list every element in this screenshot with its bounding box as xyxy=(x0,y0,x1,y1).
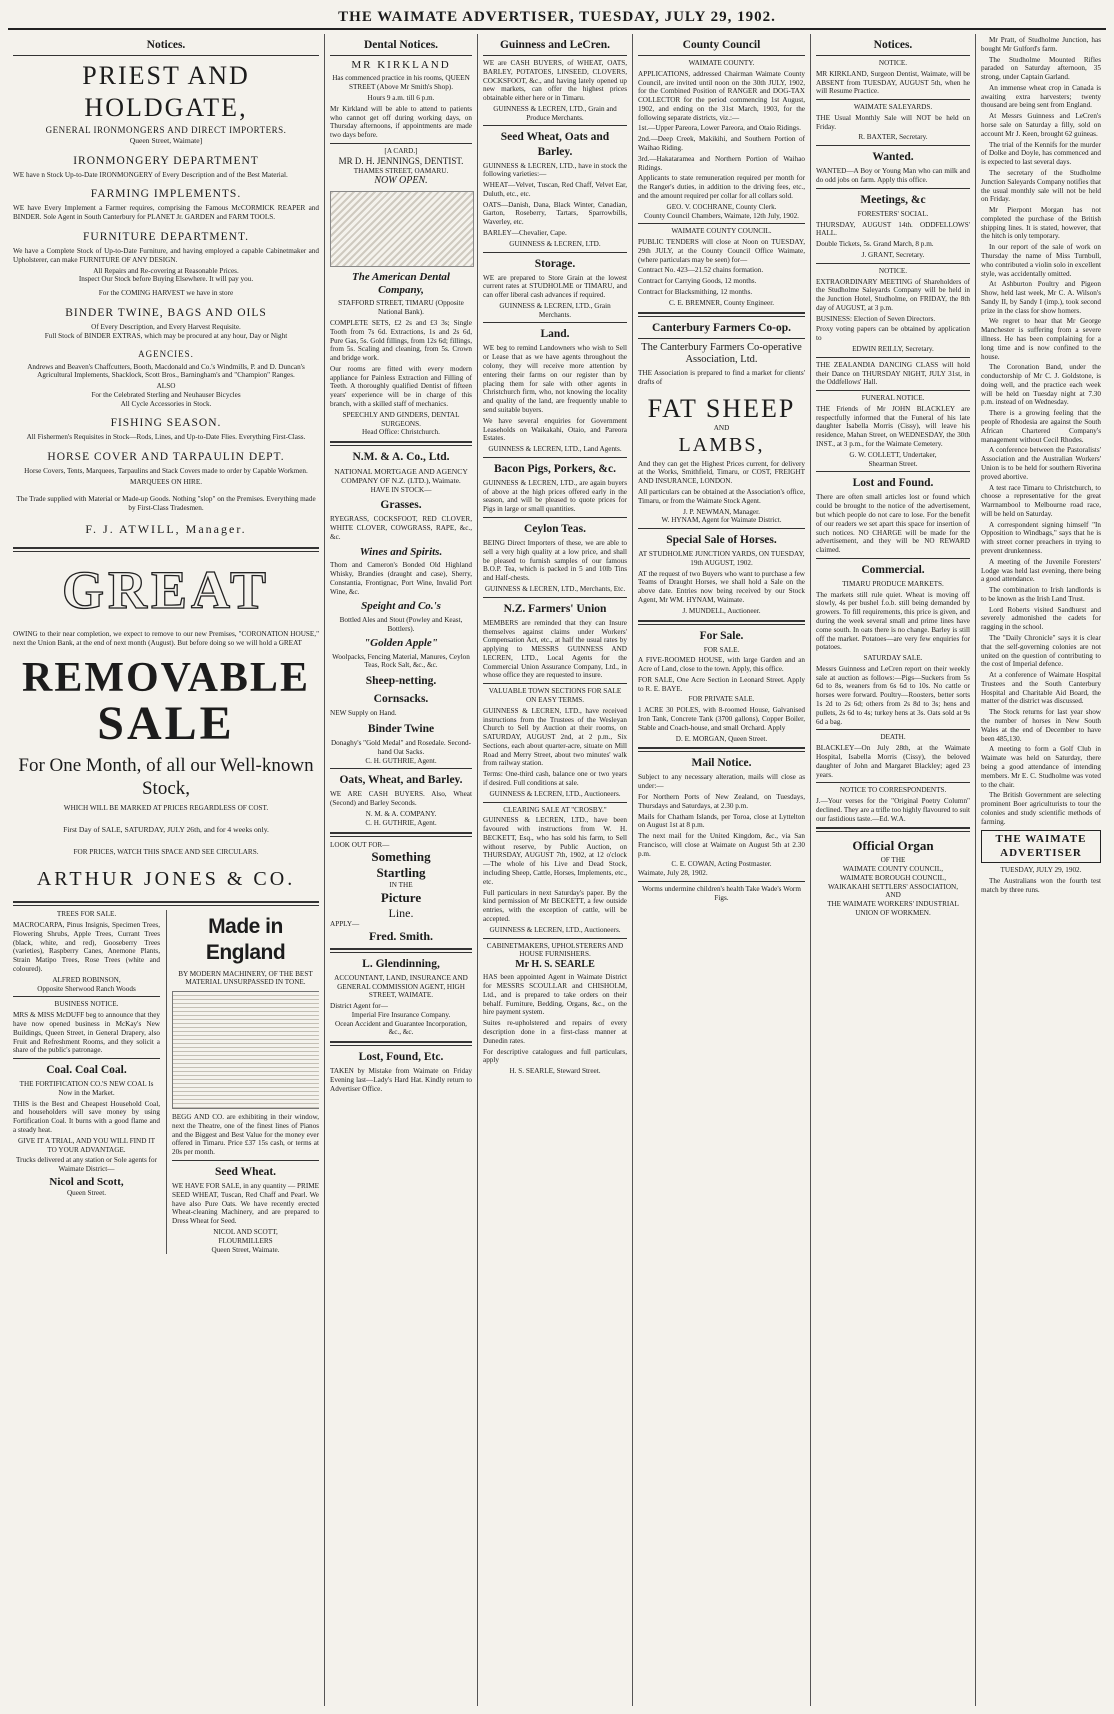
saleyards-text: THE Usual Monthly Sale will NOT be held on Friday. xyxy=(816,113,970,131)
cfc-text-3: All particulars can be obtained at the Association's office, Timaru, or from the Waimate Stock Agent. xyxy=(638,487,805,505)
saturday-sale-heading: SATURDAY SALE. xyxy=(863,654,923,663)
contract-2: Contract for Carrying Goods, 12 months. xyxy=(638,277,757,286)
fat-sheep-heading: FAT SHEEP xyxy=(647,393,796,423)
applications-text-2: Applicants to state remuneration required per month for the Ranger's duties, in addition to the driving fees, etc., and the amount required per collar for all collars sold. xyxy=(638,174,805,200)
funeral-heading: FUNERAL NOTICE. xyxy=(861,394,925,403)
morgan-signature: D. E. MORGAN, Queen Street. xyxy=(675,734,768,743)
firm-name: PRIEST AND HOLDGATE, xyxy=(82,61,250,122)
agencies-text: Andrews and Beaven's Chaffcutters, Booth, Macdonald and Co.'s Windmills, P. and D. Duncan's Agricultural Implements, Shacklock, Scott Bros., Barningham's and "Champion" Ranges. xyxy=(27,362,305,380)
american-text: COMPLETE SETS, £2 2s and £3 3s; Single Tooth from 7s 6d. Extractions, 1s and 2s 6d, Pure Gas, 5s. Gold fillings, from 12s 6d; fillings, from 5s. Scaling and cleaning, from 5s. Crown and bridge work. xyxy=(330,318,472,363)
land-text: WE beg to remind Landowners who wish to Sell or Lease that as we have agents throughout the colony, they will receive more attention by entering their farms on our register than by placing them for sale with other agents in Christchurch firm, who, not knowing the locality and quality of the land, are frequently unable to send suitable buyers. xyxy=(483,344,627,414)
collett-address: Shearman Street. xyxy=(868,459,918,468)
news-paragraph: We regret to hear that Mr George Manchester is suffering from a severe illness. He has been complaining for a long time and is now confined to the house. xyxy=(981,317,1101,361)
saturday-sale-text: Messrs Guinness and LeCren report on their weekly sale at auction as follows:—Pigs—Suckers from 5s 6d to 8s, weaners from 6s 6d to 10s. No cattle or horses were forward. Poultry—Roosters, better sorts 1s 2d to 2s 6d; others from 2s 8d to 3s; hens and pullets, 2s 6d to 4s; turkey hens at 3s. Oats sold at 9s 6d a bag. xyxy=(816,664,970,726)
nma-signature: N. M. & A. COMPANY. xyxy=(365,810,437,819)
firm-subtitle: GENERAL IRONMONGERS AND DIRECT IMPORTERS. xyxy=(45,125,287,136)
barley-varieties: BARLEY—Chevalier, Cape. xyxy=(483,228,567,237)
seed-signature-2: FLOURMILLERS xyxy=(218,1236,273,1245)
golden-apple-text: Woolpacks, Fencing Material, Manures, Ceylon Teas, Rock Salt, &c., &c. xyxy=(332,652,470,670)
furniture-text: We have a Complete Stock of Up-to-Date Furniture, and having employed a capable Cabinetmaker and Upholsterer, can make FURNITURE OF ANY DESIGN. xyxy=(13,247,319,264)
manager-signature: F. J. ATWILL, Manager. xyxy=(85,522,247,537)
guinness-signature: GUINNESS & LECREN, LTD., Grain and Produce Merchants. xyxy=(493,104,617,122)
great-text: OWING to their near completion, we expect to remove to our new Premises, "CORONATION HOUSE," next the Union Bank, at the end of next month (August). But before doing so we will hold a GREAT xyxy=(13,629,319,647)
ceylon-heading: Ceylon Teas. xyxy=(524,523,586,535)
glendinning-district: District Agent for— xyxy=(330,1002,388,1011)
something-heading: Something xyxy=(371,849,431,865)
organ-and: AND xyxy=(885,891,901,900)
footer-date: TUESDAY, JULY 29, 1902. xyxy=(1000,866,1082,875)
nicol-address: Queen Street. xyxy=(66,1189,107,1198)
news-paragraph: At a conference of Waimate Hospital Trustees and the South Canterbury Hospital and Charitable Aid Board, the matter of the district was discussed. xyxy=(981,671,1101,706)
news-paragraph: There is a growing feeling that the people of Rhodesia are against the South African Chartered Company's management without Cecil Rhodes. xyxy=(981,409,1101,444)
official-organ-heading: Official Organ xyxy=(852,838,934,854)
farming-heading: FARMING IMPLEMENTS. xyxy=(90,188,242,201)
worms-text: Worms undermine children's health Take Wade's Worm Figs. xyxy=(642,885,801,902)
column-2 xyxy=(324,34,477,1706)
saleyards-heading: WAIMATE SALEYARDS. xyxy=(853,103,933,112)
startling-heading: Startling xyxy=(376,865,426,881)
jennings-address: THAMES STREET, OAMARU. xyxy=(353,166,449,175)
hynam-signature: W. HYNAM, Agent for Waimate District. xyxy=(661,516,782,525)
produce-heading: TIMARU PRODUCE MARKETS. xyxy=(842,579,944,588)
guinness-heading: Guinness and LeCren. xyxy=(499,39,611,51)
footer-text: The Australians won the fourth test match by three runs. xyxy=(981,877,1101,894)
grasses-text: RYEGRASS, COCKSFOOT, RED CLOVER, WHITE CLOVER, COWGRASS, RAPE, &c., &c. xyxy=(330,515,472,542)
column-3 xyxy=(477,34,632,1706)
binder-text: Of Every Description, and Every Harvest Requisite. xyxy=(91,322,241,331)
sheep-netting-heading: Sheep-netting. xyxy=(365,675,437,688)
card-label: [A CARD.] xyxy=(384,146,418,155)
grasses-heading: Grasses. xyxy=(380,499,422,512)
of-the-label: OF THE xyxy=(880,856,906,865)
wanted-text: WANTED—A Boy or Young Man who can milk and do odd jobs on farm. Apply this office. xyxy=(816,167,970,185)
guinness-signature-6: GUINNESS & LECREN, LTD., Auctioneers. xyxy=(489,789,621,798)
for-sale-heading: For Sale. xyxy=(699,629,744,642)
horses-text: AT the request of two Buyers who want to purchase a few Teams of Draught Horses, we shall hold a Sale on the above date. Entries now being received by our Stock Agent, Mr WM. HYNAM, Waimate. xyxy=(638,569,805,604)
news-paragraph: Mr Pierpont Morgan has not completed the purchase of the British shipping lines. It is stated, however, that the hitch is only temporary. xyxy=(981,206,1101,241)
council-chambers: County Council Chambers, Waimate, 12th July, 1902. xyxy=(644,211,799,220)
kirkland-text-2: Mr Kirkland will be able to attend to patients who cannot get off during working days, on Thursday afternoons, if appointments are made two days before. xyxy=(330,104,472,140)
searle-name: Mr H. S. SEARLE xyxy=(515,959,595,971)
crosby-heading: CLEARING SALE AT "CROSBY." xyxy=(503,805,607,814)
cfc-text-2: And they can get the Highest Prices current, for delivery at the Works, Smithfield, Timaru, or COST, FREIGHT AND INSURANCE, LONDON. xyxy=(638,459,805,486)
reilly-signature: EDWIN REILLY, Secretary. xyxy=(852,345,934,354)
jennings-name: MR D. H. JENNINGS, DENTIST. xyxy=(338,155,464,166)
foresters-text: THURSDAY, AUGUST 14th. ODDFELLOWS' HALL. xyxy=(816,220,970,238)
line-heading: Line. xyxy=(388,905,414,920)
furniture-heading: FURNITURE DEPARTMENT. xyxy=(83,231,249,244)
baxter-signature: R. BAXTER, Secretary. xyxy=(858,133,928,142)
coal-heading: Coal. Coal Coal. xyxy=(46,1064,127,1077)
speechly-signature: SPEECHLY AND GINDERS, DENTAL SURGEONS. xyxy=(342,410,460,428)
lambs-heading: LAMBS, xyxy=(678,434,765,457)
news-paragraph: The Studholme Mounted Rifles paraded on Saturday afternoon, 35 strong, under Captain Garland. xyxy=(981,55,1101,82)
new-supply-text: NEW Supply on Hand. xyxy=(330,709,397,718)
golden-apple-heading: "Golden Apple" xyxy=(364,637,438,650)
cfc-name: The Canterbury Farmers Co-operative Association, Ltd. xyxy=(641,341,802,366)
harvest-text: For the COMING HARVEST we have in store xyxy=(98,289,234,298)
one-month-text: For One Month, of all our Well-known Stock, xyxy=(18,754,314,799)
news-paragraph: A meeting to form a Golf Club in Waimate was held on Saturday, there being a good attendance of intending members. Mr E. C. Studholme was voted to the chair. xyxy=(981,745,1101,789)
removable-heading: REMOVABLE xyxy=(22,655,310,702)
notices-heading: Notices. xyxy=(873,39,913,51)
arthur-jones-signature: ARTHUR JONES & CO. xyxy=(36,867,296,890)
for-sale-text-2: FOR SALE, One Acre Section in Leonard Street. Apply to R. E. BAYE. xyxy=(638,675,805,693)
terms-text: Terms: One-third cash, balance one or two years if desired. Full conditions at sale. xyxy=(483,770,627,787)
district-1: 1st.—Upper Pareora, Lower Pareora, and Otaio Ridings. xyxy=(638,124,801,133)
notice-label-2: NOTICE. xyxy=(878,266,908,275)
storage-heading: Storage. xyxy=(534,257,576,270)
mail-text-4: The next mail for the United Kingdom, &c., via San Francisco, will close at Waimate on August 5th at 2.30 p.m. xyxy=(638,832,805,858)
columns xyxy=(8,34,1106,1706)
guthrie-signature: C. H. GUTHRIE, Agent. xyxy=(365,756,437,765)
bacon-heading: Bacon Pigs, Porkers, &c. xyxy=(493,462,616,475)
fred-smith-signature: Fred. Smith. xyxy=(368,929,434,944)
speechly-office: Head Office: Christchurch. xyxy=(362,428,440,437)
ironmongery-heading: IRONMONGERY DEPARTMENT xyxy=(73,154,259,167)
foresters-text-2: Double Tickets, 5s. Grand March, 8 p.m. xyxy=(816,240,934,249)
marquees-text: MARQUEES ON HIRE. xyxy=(129,478,203,487)
for-sale-text: A FIVE-ROOMED HOUSE, with large Garden and an Acre of Land, close to the town. Apply, this office. xyxy=(638,656,805,674)
prices-text: FOR PRICES, WATCH THIS SPACE AND SEE CIRCULARS. xyxy=(73,848,259,857)
speight-text: Bottled Ales and Stout (Powley and Keast, Bottlers). xyxy=(339,615,463,633)
private-sale-text: 1 ACRE 30 POLES, with 8-roomed House, Galvanised Iron Tank, Concrete Tank (3700 gallons), Copper Boiler, Stable and Coach-house, and small Orchard. Apply xyxy=(638,706,805,732)
binder-twine-heading: Binder Twine xyxy=(367,723,435,736)
death-text: BLACKLEY—On July 28th, at the Waimate Hospital, Isabella Morris (Cissy), the beloved daughter of John and Margaret Blackley; aged 23 years. xyxy=(816,744,970,779)
farmers-union-heading: N.Z. Farmers' Union xyxy=(503,602,607,615)
column-4 xyxy=(632,34,810,1706)
footer-masthead: THE WAIMATE ADVERTISER xyxy=(981,830,1101,863)
trees-heading: TREES FOR SALE. xyxy=(56,910,117,919)
bremner-signature: C. E. BREMNER, County Engineer. xyxy=(668,298,774,307)
news-paragraph: A conference between the Pastoralists' Association and the Australian Workers' Union is to be held for southern Riverina proved abortive. xyxy=(981,446,1101,481)
furniture-repairs: All Repairs and Re-covering at Reasonable Prices. xyxy=(93,266,239,275)
newman-signature: J. P. NEWMAN, Manager. xyxy=(683,507,760,516)
cfc-heading: Canterbury Farmers Co-op. xyxy=(652,321,791,334)
glendinning-text: ACCOUNTANT, LAND, INSURANCE AND GENERAL COMMISSION AGENT, HIGH STREET, WAIMATE. xyxy=(334,973,468,1000)
mundell-signature: J. MUNDELL, Auctioneer. xyxy=(682,606,761,615)
dental-heading: Dental Notices. xyxy=(363,39,439,51)
private-sale-heading: FOR PRIVATE SALE. xyxy=(688,695,755,704)
news-paragraph: The Coronation Band, under the conductorship of Mr C. J. Goldstone, is doing well, and the practice each week will be held on Tuesday night at 7.30 p.m. instead of on Wednesday. xyxy=(981,363,1101,407)
news-paragraph: At Messrs Guinness and LeCren's horse sale on Saturday a filly, sold on account Mr J. Keen, brought 62 guineas. xyxy=(981,112,1101,138)
ironmongery-text: WE have n Stock Up-to-Date IRONMONGERY of Every Description and of the Best Material. xyxy=(13,170,288,179)
horses-sub: AT STUDHOLME JUNCTION YARDS, ON TUESDAY, 19th AUGUST, 1902. xyxy=(638,550,805,567)
tenders-text: PUBLIC TENDERS will close at Noon on TUESDAY, 29th JULY, at the County Council Office Waimate, (where particulars may be seen) for— xyxy=(638,238,805,264)
news-paragraph: The trial of the Kennifs for the murder of Dolke and Doyle, has commenced and is expected to last several days. xyxy=(981,140,1101,167)
applications-text: APPLICATIONS, addressed Chairman Waimate County Council, are invited until noon on the 30th JULY, 1902, for the Combined Position of RANGER and DOG-TAX COLLECTOR for the period commencing 1st August, 1902, and ending on the 31st March, 1903, for the following separate districts, viz.:— xyxy=(638,69,805,122)
cornsacks-heading: Cornsacks. xyxy=(373,693,429,706)
marked-text: WHICH WILL BE MARKED AT PRICES REGARDLESS OF COST. xyxy=(63,804,269,813)
horse-cover-heading: HORSE COVER AND TARPAULIN DEPT. xyxy=(47,451,285,464)
news-paragraph: The British Government are selecting prominent Boer agriculturists to tour the colonies and study scientific methods of farming. xyxy=(981,791,1101,826)
funeral-text: THE Friends of Mr JOHN BLACKLEY are respectfully informed that the Funeral of his late daughter Isabella Morris (Cissy), will leave his residence, Mahan Street, on WEDNESDAY, the 30th INST., at 3 p.m., for the Waimate Cemetery. xyxy=(816,404,970,449)
seed-wheat-text: GUINNESS & LECREN, LTD., have in stock the following varieties:— xyxy=(483,161,627,179)
commercial-heading: Commercial. xyxy=(861,563,925,576)
fishing-text: All Fishermen's Requisites in Stock—Rods, Lines, and Up-to-Date Flies. Everything First-Class. xyxy=(26,433,306,442)
first-day-text: First Day of SALE, SATURDAY, JULY 26th, and for 4 weeks only. xyxy=(63,824,269,834)
extraordinary-proxy: Proxy voting papers can be obtained by application to xyxy=(816,325,970,343)
trees-text: MACROCARPA, Pinus Insignis, Specimen Trees, Flowering Shrubs, Apple Trees, Currant Trees (black, white, and red), Gooseberry Trees (varieties), Raspberry Canes, Anemone Plants, Strain Matipo Trees, Rose Trees (white and coloured). xyxy=(13,921,160,974)
kirkland-hours: Hours 9 a.m. till 6 p.m. xyxy=(367,93,435,102)
nma-signature-2: C. H. GUTHRIE, Agent. xyxy=(365,818,437,827)
dental-illustration xyxy=(330,191,474,267)
american-text-2: Our rooms are fitted with every modern appliance for Painless Extraction and Filling of Teeth. A thoroughly qualified Dentist of fifteen years' experience will be in charge of this branch, with a skilled staff of mechanics. xyxy=(330,364,472,409)
lost-found-heading: Lost, Found, Etc. xyxy=(358,1051,444,1064)
agencies-heading: AGENCIES. xyxy=(138,348,194,359)
also-label: ALSO xyxy=(156,382,176,391)
mail-text-3: Mails for Chatham Islands, per Toroa, close at Lyttelton on August 1st at 8 p.m. xyxy=(638,812,805,830)
horse-cover-text: Horse Covers, Tents, Marquees, Tarpaulins and Stack Covers made to order by Capable Workmen. xyxy=(24,467,308,476)
wheat-varieties: WHEAT—Velvet, Tuscan, Red Chaff, Velvet Ear, Duluth, etc., etc. xyxy=(483,181,627,198)
binder-extras: Full Stock of BINDER EXTRAS, which may be procured at any hour, Day or Night xyxy=(44,331,288,340)
dancing-text: THE ZEALANDIA DANCING CLASS will hold their Dance on THURSDAY NIGHT, JULY 31st, in the Oddfellows' Hall. xyxy=(816,360,970,387)
cabinet-heading: CABINETMAKERS, UPHOLSTERERS AND HOUSE FURNISHERS. xyxy=(486,941,624,959)
news-paragraph: Mr Pratt, of Studholme Junction, has bought Mr Gulford's farm. xyxy=(981,36,1101,53)
guinness-signature-4: GUINNESS & LECREN, LTD., Land Agents. xyxy=(488,445,622,454)
piano-text: BEGG AND CO. are exhibiting in their window, next the Theatre, one of the finest lines of Pianos and the Biggest and Best Value for the money ever offered in Timaru. Price £37 15s cash, or terms at 20s per month. xyxy=(172,1113,319,1157)
meetings-heading: Meetings, &c xyxy=(860,193,926,206)
death-heading: DEATH. xyxy=(880,733,906,742)
lost-found-text: TAKEN by Mistake from Waimate on Friday Evening last—Lady's Hard Hat. Kindly return to Advertiser Office. xyxy=(330,1067,472,1093)
lost-found-heading: Lost and Found. xyxy=(852,477,934,490)
in-the-label: IN THE xyxy=(389,881,413,890)
farmers-union-text: MEMBERS are reminded that they can Insure themselves against claims under Workers' Compensation Act, etc., at half the usual rates by applying to MESSRS GUINNESS AND LECREN, LTD., Local Agents for the Commercial Union Assurance Company, Ltd., in whose office they are requested to insure. xyxy=(483,618,627,680)
collett-signature: G. W. COLLETT, Undertaker, xyxy=(849,450,937,459)
foresters-heading: FORESTERS' SOCIAL. xyxy=(857,209,929,218)
wines-heading: Wines and Spirits. xyxy=(359,545,443,558)
made-in-england-sub: BY MODERN MACHINERY, OF THE BEST MATERIAL UNSURPASSED IN TONE. xyxy=(178,969,313,987)
organ-workers: THE WAIMATE WORKERS' INDUSTRIAL UNION OF WORKMEN. xyxy=(827,900,959,917)
mail-text-2: For Northern Ports of New Zealand, on Tuesdays, Thursdays and Saturdays, at 2.30 p.m. xyxy=(638,792,805,810)
horses-heading: Special Sale of Horses. xyxy=(666,534,777,547)
cfc-text: THE Association is prepared to find a market for clients' drafts of xyxy=(638,369,805,386)
news-paragraphs xyxy=(981,36,1101,826)
seed-signature-3: Queen Street, Waimate. xyxy=(211,1245,280,1254)
bicycles-text: For the Celebrated Sterling and Neuhauser Bicycles xyxy=(91,390,241,399)
district-3: 3rd.—Hakataramea and Northern Portion of Waihao Ridings. xyxy=(638,154,805,172)
county-label: WAIMATE COUNTY. xyxy=(688,59,755,68)
coal-text-2: THIS is the Best and Cheapest Household Coal, and householders will save money by using Fortification Coal. It burns with a good flame and a steady heat. xyxy=(13,1099,160,1134)
oat-varieties: OATS—Danish, Dana, Black Winter, Canadian, Garton, Roseberry, Tartars, Sparrowbills, Waverley, etc. xyxy=(483,200,627,227)
valuable-text: GUINNESS & LECREN, LTD., have received instructions from the Trustees of the Wesleyan Church to Sell by Auction at their rooms, on SATURDAY, AUGUST 2nd, at 2 p.m., Six Sections, each about quarter-acre, situate on Mill Road and Merry Street, about two minutes' walk from railway station. xyxy=(483,706,627,768)
notice-text: MR KIRKLAND, Surgeon Dentist, Waimate, will be ABSENT from TUESDAY, AUGUST 5th, when he will Resume Practice. xyxy=(816,69,970,96)
organ-county: WAIMATE COUNTY COUNCIL, xyxy=(842,865,944,874)
notices-heading: Notices. xyxy=(146,39,186,51)
grant-signature: J. GRANT, Secretary. xyxy=(861,250,925,259)
farming-text: WE have Every Implement a Farmer requires, comprising the Famous McCORMICK REAPER and BINDER. Sole Agent in South Canterbury for PLANET Jr. GARDEN and FARM TOOLS. xyxy=(13,204,319,222)
lookout-label: LOOK OUT FOR— xyxy=(330,840,390,849)
binder-twine-text: Donaghy's "Gold Medal" and Rosedale. Second-hand Oat Sacks. xyxy=(330,739,472,756)
council-heading: WAIMATE COUNTY COUNCIL. xyxy=(671,227,772,236)
extraordinary-business: BUSINESS: Election of Seven Directors. xyxy=(816,314,936,323)
guinness-signature-5: GUINNESS & LECREN, LTD., Merchants, Etc. xyxy=(484,584,626,593)
guinness-signature-3: GUINNESS & LECREN, LTD., Grain Merchants. xyxy=(499,301,611,319)
organ-settlers: WAIKAKAHI SETTLERS' ASSOCIATION, xyxy=(827,882,959,891)
glendinning-heading: L. Glendinning, xyxy=(362,957,440,970)
column-5 xyxy=(810,34,975,1706)
searle-text-2: Suites re-upholstered and repairs of every description done in a first-class manner at Dunedin rates. xyxy=(483,1019,627,1045)
american-address: STAFFORD STREET, TIMARU (Opposite National Bank). xyxy=(338,299,464,317)
news-paragraph: At Ashburton Poultry and Pigeon Show, held last week, Mr C. A. Wilson's Sandy II, by Sandy I (imp.), took second prize in the class for show homers. xyxy=(981,280,1101,315)
firm-address: Queen Street, Waimate] xyxy=(129,136,203,146)
seed-wheat-heading: Seed Wheat. xyxy=(214,1166,277,1179)
correspondents-heading: NOTICE TO CORRESPONDENTS. xyxy=(839,786,947,795)
news-paragraph: The Stock returns for last year show the number of horses in New South Wales at the end of December to have been 485,130. xyxy=(981,708,1101,743)
searle-text: HAS been appointed Agent in Waimate District for MESSRS SCOULLAR and CHISHOLM, Ltd., and is prepared to take orders on their behalf. Furniture, Bedding, Organs, &c., on the hire payment system. xyxy=(483,973,627,1017)
seed-wheat-text: WE HAVE FOR SALE, in any quantity — PRIME SEED WHEAT, Tuscan, Red Chaff and Pearl. We have also Pure Oats. We have recently erected Wheat-cleaning Machinery, and are prepared to Dress Wheat for Seed. xyxy=(172,1182,319,1226)
news-paragraph: The combination to Irish landlords is to be known as the Irish Land Trust. xyxy=(981,586,1101,603)
column-1 xyxy=(8,34,324,1706)
made-in-england-heading: Made in England xyxy=(205,915,286,964)
cycle-text: All Cycle Accessories in Stock. xyxy=(120,399,212,408)
cash-buyers-text: WE are CASH BUYERS, of WHEAT, OATS, BARLEY, POTATOES, LINSEED, CLOVERS, COCKSFOOT, &c., and having lately opened up new markets, can offer the highest prices obtainable either here or in Timaru. xyxy=(483,59,627,103)
wanted-heading: Wanted. xyxy=(872,151,914,164)
oats-wheat-text: WE ARE CASH BUYERS. Also, Wheat (Second) and Barley Seconds. xyxy=(330,790,472,808)
kirkland-text: Has commenced practice in his rooms, QUEEN STREET (Above Mr Smith's Shop). xyxy=(332,74,470,92)
nma-heading: N.M. & A. Co., Ltd. xyxy=(352,451,450,464)
news-paragraph: Lord Roberts visited Sandhurst and severely admonished the cadets for ragging in the school. xyxy=(981,605,1101,632)
crosby-text-2: Full particulars in next Saturday's paper. By the kind permission of Mr BECKETT, a few outside entries, with the exception of cattle, will be accepted. xyxy=(483,888,627,923)
picture-heading: Picture xyxy=(380,889,422,905)
news-paragraph: The secretary of the Studholme Junction Saleyards Company notifies that the usual monthly sale will not be held on Friday. xyxy=(981,168,1101,204)
cowan-signature: C. E. COWAN, Acting Postmaster. xyxy=(671,860,772,869)
mail-text: Subject to any necessary alteration, mails will close as under:— xyxy=(638,773,805,791)
seed-signature: NICOL AND SCOTT, xyxy=(213,1227,278,1236)
wines-text: Thom and Cameron's Bonded Old Highland Whisky, Brandies (draught and case), Sherry, Constantia, Frontignac, Port Wine, Invalid Port Wine, &c. xyxy=(330,561,472,596)
masthead: THE WAIMATE ADVERTISER, TUESDAY, JULY 29, 1902. xyxy=(8,6,1106,30)
piano-illustration xyxy=(172,991,319,1109)
american-dental-heading: The American Dental Company, xyxy=(352,270,450,297)
business-heading: BUSINESS NOTICE. xyxy=(54,1000,119,1009)
crosby-text: GUINNESS & LECREN, LTD., have been favoured with instructions from W. H. BECKETT, Esq., who has sold his farm, to Sell without reserve, by Public Auction, on THURSDAY, AUGUST 7th, 1902, at 12 o'clock—The whole of his Live and Dead Stock, including Sheep, Cattle, Horses, Implements, etc., etc. xyxy=(483,816,627,886)
cochrane-signature: GEO. V. COCHRANE, County Clerk. xyxy=(666,202,777,211)
land-heading: Land. xyxy=(540,328,570,341)
speight-heading: Speight and Co.'s xyxy=(361,600,441,613)
coal-text-3: GIVE IT A TRIAL, AND YOU WILL FIND IT TO YOUR ADVANTAGE. xyxy=(17,1136,155,1154)
guinness-signature-2: GUINNESS & LECREN, LTD. xyxy=(509,239,601,248)
produce-text: The markets still rule quiet. Wheat is moving off slowly, 4s per bushel f.o.b. still being demanded by growers. To fill requirements, this price is given, and during the week several small and prime lines have come south. In oats there is no change. Barley is still off the market. Potatoes—are very few enquiries for potatoes. xyxy=(816,590,970,652)
seed-wheat-heading: Seed Wheat, Oats and Barley. xyxy=(500,131,610,158)
correspondents-text: J.—Your verses for the "Original Poetry Column" declined. They are a trifle too highly flavoured to suit our fastidious taste.—Ed. W.A. xyxy=(816,797,970,823)
great-heading: GREAT xyxy=(61,559,271,620)
coal-text-4: Trucks delivered at any station or Sole agents for Waimate District— xyxy=(15,1156,158,1174)
news-paragraph: In our report of the sale of work on Thursday the name of Miss Turnbull, who contributed a violin solo in excellent style, was accidentally omitted. xyxy=(981,243,1101,278)
news-paragraph: A test race Timaru to Christchurch, to choose a representative for the great Warrnambool to Melbourne road race, will be held on Saturday. xyxy=(981,483,1101,518)
oats-wheat-heading: Oats, Wheat, and Barley. xyxy=(339,774,463,787)
glendinning-fire: Imperial Fire Insurance Company. xyxy=(351,1010,451,1019)
guinness-signature-7: GUINNESS & LECREN, LTD., Auctioneers. xyxy=(489,925,621,934)
news-paragraph: The "Daily Chronicle" says it is clear that the self-governing colonies are not united on the question of contributing to the cost of Imperial defence. xyxy=(981,634,1101,669)
sale-heading: SALE xyxy=(97,697,235,751)
business-text: MRS & MISS McDUFF beg to announce that they have now opened business in McKay's New Buildings, Queen Street, in General Drapery, also Fruit and Refreshment Rooms, and they solicit a share of the public's patronage. xyxy=(13,1011,160,1055)
valuable-heading: VALUABLE TOWN SECTIONS FOR SALE ON EASY TERMS. xyxy=(488,687,622,704)
in-stock-label: HAVE IN STOCK— xyxy=(370,485,432,494)
extraordinary-text: EXTRAORDINARY MEETING of Shareholders of the Studholme Saleyards Company will be held in the Junction Hotel, Studholme, on FRIDAY, the 8th day of AUGUST, at 3 p.m. xyxy=(816,277,970,312)
ceylon-text: BEING Direct Importers of these, we are able to sell a very high quality at a low price, and shall be pleased to furnish samples of our famous B.O.P. Tea, which is packed in 5 and 10lb Tins and Half-chests. xyxy=(483,539,627,583)
county-council-heading: County Council xyxy=(682,39,761,51)
robinson-address: Opposite Sherwood Ranch Woods xyxy=(37,984,136,993)
and-label: AND xyxy=(713,424,730,433)
column-6 xyxy=(975,34,1106,1706)
searle-signature: H. S. SEARLE, Steward Street. xyxy=(509,1067,601,1076)
now-open: NOW OPEN. xyxy=(374,175,428,187)
news-paragraph: An immense wheat crop in Canada is awaiting extra harvesters; twenty thousand are being sent from England. xyxy=(981,83,1101,110)
lost-found-text: There are often small articles lost or found which could be brought to the notice of the advertisement, but which people do not care to lose. For the benefit of our readers we set apart this space for insertion of such notices. NO CHARGE will be made for the advertisement, and they will be NO REWARD claimed. xyxy=(816,493,970,555)
searle-text-3: For descriptive catalogues and full particulars, apply xyxy=(483,1047,627,1065)
bacon-text: GUINNESS & LECREN, LTD., are again buyers of above at the high prices offered early in the season, and will be pleased to quote prices for Pigs in large or small quantities. xyxy=(483,478,627,514)
notice-label: NOTICE. xyxy=(878,59,908,68)
robinson-signature: ALFRED ROBINSON, xyxy=(52,975,121,984)
furniture-inspect: Inspect Our Stock before Buying Elsewhere. It will pay you. xyxy=(78,275,254,284)
nma-text: NATIONAL MORTGAGE AND AGENCY COMPANY OF N.Z. (LTD.), Waimate. xyxy=(334,467,468,486)
mail-date: Waimate, July 28, 1902. xyxy=(638,869,708,878)
binder-heading: BINDER TWINE, BAGS AND OILS xyxy=(65,306,267,319)
fishing-heading: FISHING SEASON. xyxy=(110,417,222,430)
contract-1: Contract No. 423—21.52 chains formation. xyxy=(638,266,764,275)
kirkland-name: MR KIRKLAND xyxy=(351,59,451,72)
news-paragraph: A correspondent signing himself "In Opposition to Windbags," says that he is with street corner preachers in trying to prevent drunkenness. xyxy=(981,520,1101,555)
coal-text: THE FORTIFICATION CO.'S NEW COAL Is Now in the Market. xyxy=(19,1080,154,1097)
contract-3: Contract for Blacksmithing, 12 months. xyxy=(638,287,753,296)
organ-borough: WAIMATE BOROUGH COUNCIL, xyxy=(839,873,946,882)
trade-text: The Trade supplied with Material or Made-up Goods. Nothing "slop" on the Premises. Everything made by First-Class Tradesmen. xyxy=(16,494,316,512)
for-sale-label: FOR SALE. xyxy=(703,645,740,654)
news-paragraph: A meeting of the Juvenile Foresters' Lodge was held last evening, there being a good attendance. xyxy=(981,557,1101,584)
land-text-2: We have several enquiries for Government Leaseholds on Waikakahi, Otaio, and Pareora Estates. xyxy=(483,416,627,443)
mail-notice-heading: Mail Notice. xyxy=(691,757,752,770)
storage-text: WE are prepared to Store Grain at the lowest current rates at STUDHOLME or TIMARU, and can offer liberal cash advances if required. xyxy=(483,273,627,300)
district-2: 2nd.—Deep Creek, Makikihi, and Southern Portion of Waihao Riding. xyxy=(638,135,805,153)
apply-label: APPLY— xyxy=(330,920,360,929)
glendinning-ocean: Ocean Accident and Guarantee Incorporation, &c., &c. xyxy=(335,1019,467,1037)
nicol-signature: Nicol and Scott, xyxy=(49,1175,124,1188)
